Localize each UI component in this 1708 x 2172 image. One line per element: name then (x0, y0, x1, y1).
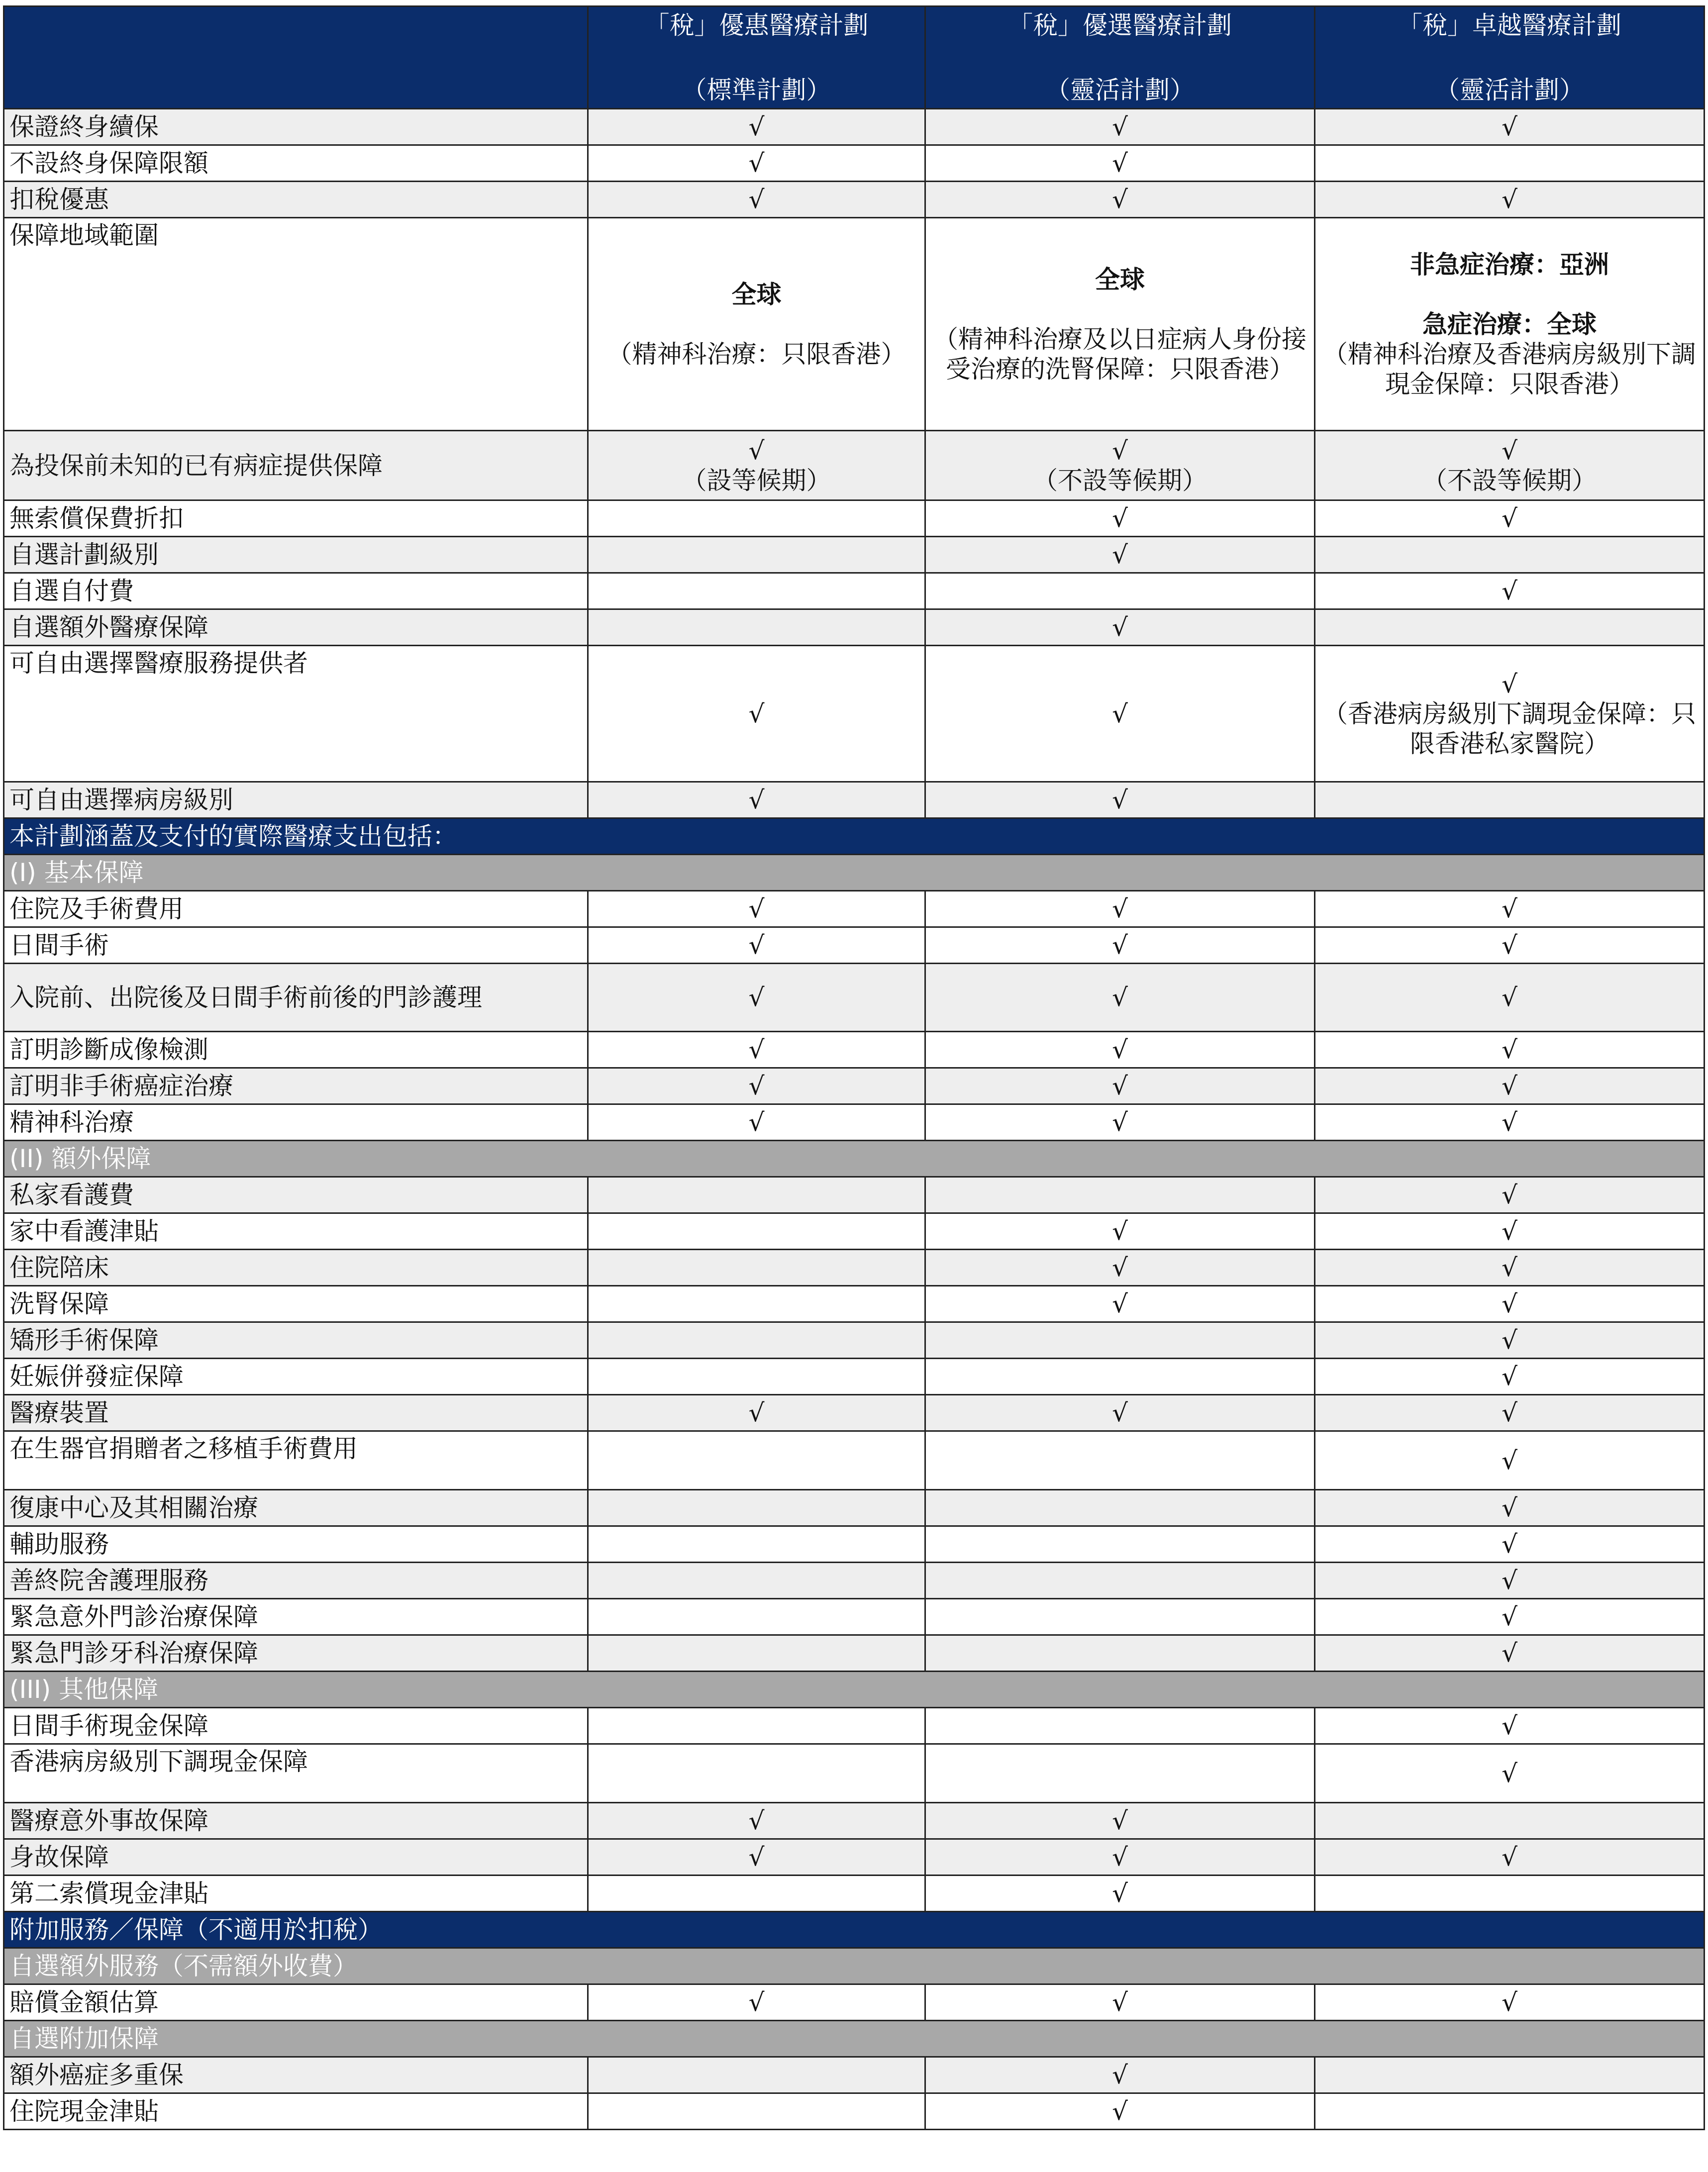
check-cell (1315, 1876, 1705, 1912)
header-plan-3 (1315, 6, 1705, 109)
check-cell (588, 1563, 925, 1599)
table-row (4, 646, 1705, 782)
check-cell: √ (1315, 927, 1705, 964)
check-cell: √ (588, 782, 925, 818)
check-cell (925, 573, 1315, 609)
check-cell (588, 1635, 925, 1672)
row-label: 為投保前未知的已有病症提供保障 (4, 431, 588, 500)
check-cell (588, 1359, 925, 1395)
row-label: 可自由選擇醫療服務提供者 (4, 646, 588, 782)
check-cell (925, 1359, 1315, 1395)
check-cell (925, 1744, 1315, 1803)
table-row (4, 1032, 1705, 1068)
check-cell: √ (925, 1984, 1315, 2021)
check-cell: √ (1315, 1839, 1705, 1876)
check-cell: √ (1315, 1177, 1705, 1213)
check-cell: √ (1315, 182, 1705, 218)
table-row (4, 573, 1705, 609)
check-cell (1315, 537, 1705, 573)
check-cell: √ (588, 1032, 925, 1068)
table-row (4, 1526, 1705, 1563)
subsection-header-row (4, 1141, 1705, 1177)
header-plan-2 (925, 6, 1315, 109)
check-cell: √ (925, 1213, 1315, 1250)
row-label: 保障地域範圍 (4, 218, 588, 431)
check-cell (588, 573, 925, 609)
subsection-title: (III) 其他保障 (4, 1672, 1705, 1708)
check-cell: √ (925, 500, 1315, 537)
table-row (4, 964, 1705, 1032)
header-blank-cell (4, 6, 588, 109)
row-label: 私家看護費 (4, 1177, 588, 1213)
check-cell (925, 1563, 1315, 1599)
subsection-title: 自選額外服務（不需額外收費） (4, 1948, 1705, 1984)
table-row (4, 1839, 1705, 1876)
check-cell: √ (925, 2093, 1315, 2130)
row-label: 日間手術現金保障 (4, 1708, 588, 1744)
check-cell: √ (588, 1839, 925, 1876)
row-label: 輔助服務 (4, 1526, 588, 1563)
check-cell (588, 1431, 925, 1490)
check-cell: √ (1315, 1286, 1705, 1322)
check-mark: √ (1502, 436, 1517, 465)
row-label: 醫療裝置 (4, 1395, 588, 1431)
coverage-1-area: 全球 (731, 280, 782, 309)
check-cell: √ (588, 891, 925, 927)
check-cell (1315, 2057, 1705, 2093)
coverage-cell-1 (588, 218, 925, 431)
check-cell: √ (1315, 1032, 1705, 1068)
check-cell: √ (925, 145, 1315, 182)
row-label: 善終院舍護理服務 (4, 1563, 588, 1599)
row-label: 精神科治療 (4, 1104, 588, 1141)
plan-1-type: （標準計劃） (682, 75, 831, 104)
row-label: 醫療意外事故保障 (4, 1803, 588, 1839)
table-row (4, 1984, 1705, 2021)
check-cell (925, 431, 1315, 500)
section-title: 附加服務／保障（不適用於扣稅） (4, 1912, 1705, 1948)
row-label: 日間手術 (4, 927, 588, 964)
check-cell (925, 1599, 1315, 1635)
check-cell: √ (1315, 573, 1705, 609)
subsection-title: (II) 額外保障 (4, 1141, 1705, 1177)
check-cell: √ (588, 1984, 925, 2021)
check-cell: √ (925, 109, 1315, 145)
table-row (4, 1431, 1705, 1490)
table-row (4, 1635, 1705, 1672)
row-label: 香港病房級別下調現金保障 (4, 1744, 588, 1803)
coverage-2-area: 全球 (1095, 265, 1145, 294)
row-label: 訂明非手術癌症治療 (4, 1068, 588, 1104)
check-cell (588, 431, 925, 500)
row-label: 住院陪床 (4, 1250, 588, 1286)
row-label: 可自由選擇病房級別 (4, 782, 588, 818)
check-note: （香港病房級別下調現金保障：只限香港私家醫院） (1323, 699, 1696, 758)
check-cell: √ (1315, 1104, 1705, 1141)
check-cell: √ (1315, 1526, 1705, 1563)
coverage-3-note: （精神科治療及香港病房級別下調現金保障：只限香港） (1323, 339, 1696, 398)
check-cell: √ (925, 609, 1315, 646)
check-cell: √ (588, 145, 925, 182)
row-label: 賠償金額估算 (4, 1984, 588, 2021)
check-cell: √ (588, 109, 925, 145)
check-cell: √ (1315, 1490, 1705, 1526)
row-label: 第二索償現金津貼 (4, 1876, 588, 1912)
table-row (4, 2057, 1705, 2093)
coverage-cell-2 (925, 218, 1315, 431)
check-cell: √ (925, 1876, 1315, 1912)
table-row (4, 500, 1705, 537)
check-cell: √ (588, 1104, 925, 1141)
check-cell: √ (1315, 891, 1705, 927)
check-cell (588, 1708, 925, 1744)
table-row (4, 891, 1705, 927)
header-plan-1 (588, 6, 925, 109)
row-label: 在生器官捐贈者之移植手術費用 (4, 1431, 588, 1490)
section-header-row (4, 1912, 1705, 1948)
check-cell (588, 1213, 925, 1250)
check-cell: √ (925, 927, 1315, 964)
row-label: 自選自付費 (4, 573, 588, 609)
check-cell (588, 1177, 925, 1213)
check-cell: √ (925, 1286, 1315, 1322)
check-cell (588, 2057, 925, 2093)
check-note: （設等候期） (682, 466, 831, 495)
check-cell: √ (588, 1068, 925, 1104)
table-row (4, 109, 1705, 145)
table-row (4, 1490, 1705, 1526)
plan-3-name: 「稅」卓越醫療計劃 (1398, 10, 1621, 40)
check-cell: √ (588, 182, 925, 218)
check-cell: √ (588, 646, 925, 782)
check-cell: √ (925, 1032, 1315, 1068)
check-cell: √ (1315, 1395, 1705, 1431)
table-row (4, 1322, 1705, 1359)
table-header-row (4, 6, 1705, 109)
check-cell (1315, 782, 1705, 818)
check-cell: √ (1315, 1068, 1705, 1104)
check-cell (1315, 1803, 1705, 1839)
row-label: 自選計劃級別 (4, 537, 588, 573)
check-note: （不設等候期） (1422, 466, 1597, 495)
check-cell (588, 2093, 925, 2130)
check-cell: √ (925, 646, 1315, 782)
table-row (4, 1708, 1705, 1744)
check-cell: √ (925, 1803, 1315, 1839)
check-mark: √ (1112, 436, 1128, 465)
check-cell: √ (588, 1395, 925, 1431)
table-row-coverage-region (4, 218, 1705, 431)
row-label: 額外癌症多重保 (4, 2057, 588, 2093)
check-cell (588, 1599, 925, 1635)
check-cell: √ (925, 1395, 1315, 1431)
section-header-row (4, 818, 1705, 855)
check-cell: √ (1315, 1635, 1705, 1672)
check-cell (588, 1322, 925, 1359)
row-label: 訂明診斷成像檢測 (4, 1032, 588, 1068)
subsection-title: (I) 基本保障 (4, 855, 1705, 891)
table-row (4, 1104, 1705, 1141)
row-label: 身故保障 (4, 1839, 588, 1876)
table-row (4, 1744, 1705, 1803)
subsection-header-row (4, 2021, 1705, 2057)
table-row (4, 1213, 1705, 1250)
check-cell (1315, 431, 1705, 500)
check-cell: √ (1315, 1213, 1705, 1250)
check-cell: √ (925, 891, 1315, 927)
check-cell (588, 1250, 925, 1286)
row-label: 住院現金津貼 (4, 2093, 588, 2130)
check-cell: √ (1315, 1984, 1705, 2021)
table-row (4, 1395, 1705, 1431)
check-cell: √ (588, 927, 925, 964)
coverage-1-note: （精神科治療：只限香港） (607, 339, 906, 369)
check-cell: √ (1315, 1359, 1705, 1395)
check-cell: √ (1315, 1708, 1705, 1744)
row-label: 妊娠併發症保障 (4, 1359, 588, 1395)
check-cell: √ (1315, 1599, 1705, 1635)
check-cell: √ (1315, 1563, 1705, 1599)
check-cell: √ (925, 1104, 1315, 1141)
check-cell (588, 1490, 925, 1526)
row-label: 緊急意外門診治療保障 (4, 1599, 588, 1635)
check-cell (588, 609, 925, 646)
check-cell: √ (925, 1250, 1315, 1286)
check-cell: √ (925, 1839, 1315, 1876)
check-cell: √ (1315, 1744, 1705, 1803)
table-row (4, 145, 1705, 182)
check-cell: √ (925, 182, 1315, 218)
table-row (4, 2093, 1705, 2130)
check-cell (925, 1526, 1315, 1563)
table-row (4, 1876, 1705, 1912)
check-cell: √ (925, 537, 1315, 573)
check-cell: √ (1315, 1322, 1705, 1359)
check-cell: √ (1315, 1250, 1705, 1286)
check-cell: √ (925, 964, 1315, 1032)
check-cell: √ (1315, 500, 1705, 537)
row-label: 住院及手術費用 (4, 891, 588, 927)
table-row (4, 537, 1705, 573)
row-label: 洗腎保障 (4, 1286, 588, 1322)
table-row (4, 927, 1705, 964)
check-cell (925, 1635, 1315, 1672)
plan-1-name: 「稅」優惠醫療計劃 (644, 10, 869, 40)
check-mark: √ (748, 436, 765, 465)
row-label: 復康中心及其相關治療 (4, 1490, 588, 1526)
subsection-title: 自選附加保障 (4, 2021, 1705, 2057)
check-mark: √ (1502, 669, 1517, 698)
check-cell (588, 1744, 925, 1803)
check-cell (1315, 646, 1705, 782)
check-cell: √ (925, 782, 1315, 818)
check-cell (925, 1490, 1315, 1526)
row-label: 緊急門診牙科治療保障 (4, 1635, 588, 1672)
check-cell (588, 1526, 925, 1563)
table-row (4, 1599, 1705, 1635)
plan-3-type: （靈活計劃） (1435, 75, 1584, 104)
check-cell (588, 537, 925, 573)
row-label: 家中看護津貼 (4, 1213, 588, 1250)
table-row (4, 609, 1705, 646)
table-row (4, 1803, 1705, 1839)
row-label: 自選額外醫療保障 (4, 609, 588, 646)
table-row (4, 1359, 1705, 1395)
check-cell: √ (925, 2057, 1315, 2093)
check-cell (1315, 145, 1705, 182)
plan-comparison-table (3, 5, 1705, 2130)
check-cell: √ (1315, 1431, 1705, 1490)
subsection-header-row (4, 1672, 1705, 1708)
check-cell (925, 1431, 1315, 1490)
check-cell (588, 1286, 925, 1322)
table-row (4, 1286, 1705, 1322)
row-label: 不設終身保障限額 (4, 145, 588, 182)
plan-2-name: 「稅」優選醫療計劃 (1008, 10, 1232, 40)
row-label: 保證終身續保 (4, 109, 588, 145)
table-row (4, 1068, 1705, 1104)
row-label: 扣稅優惠 (4, 182, 588, 218)
check-cell: √ (588, 964, 925, 1032)
row-label: 無索償保費折扣 (4, 500, 588, 537)
subsection-header-row (4, 1948, 1705, 1984)
check-cell: √ (588, 1803, 925, 1839)
section-title: 本計劃涵蓋及支付的實際醫療支出包括： (4, 818, 1705, 855)
row-label: 矯形手術保障 (4, 1322, 588, 1359)
subsection-header-row (4, 855, 1705, 891)
table-row (4, 431, 1705, 500)
check-cell (588, 1876, 925, 1912)
check-cell (925, 1708, 1315, 1744)
table-row (4, 782, 1705, 818)
coverage-2-note: （精神科治療及以日症病人身份接受治療的洗腎保障：只限香港） (933, 324, 1306, 384)
check-note: （不設等候期） (1033, 466, 1207, 495)
table-row (4, 182, 1705, 218)
coverage-3-non-emergency: 非急症治療：亞洲 (1410, 250, 1609, 279)
check-cell: √ (925, 1068, 1315, 1104)
coverage-3-emergency: 急症治療：全球 (1422, 309, 1597, 339)
check-cell (925, 1322, 1315, 1359)
table-row (4, 1250, 1705, 1286)
table-row (4, 1563, 1705, 1599)
check-cell (588, 500, 925, 537)
table-row (4, 1177, 1705, 1213)
check-cell (1315, 609, 1705, 646)
check-cell: √ (1315, 964, 1705, 1032)
check-cell (925, 1177, 1315, 1213)
row-label: 入院前、出院後及日間手術前後的門診護理 (4, 964, 588, 1032)
coverage-cell-3 (1315, 218, 1705, 431)
check-cell: √ (1315, 109, 1705, 145)
check-cell (1315, 2093, 1705, 2130)
plan-2-type: （靈活計劃） (1045, 75, 1195, 104)
